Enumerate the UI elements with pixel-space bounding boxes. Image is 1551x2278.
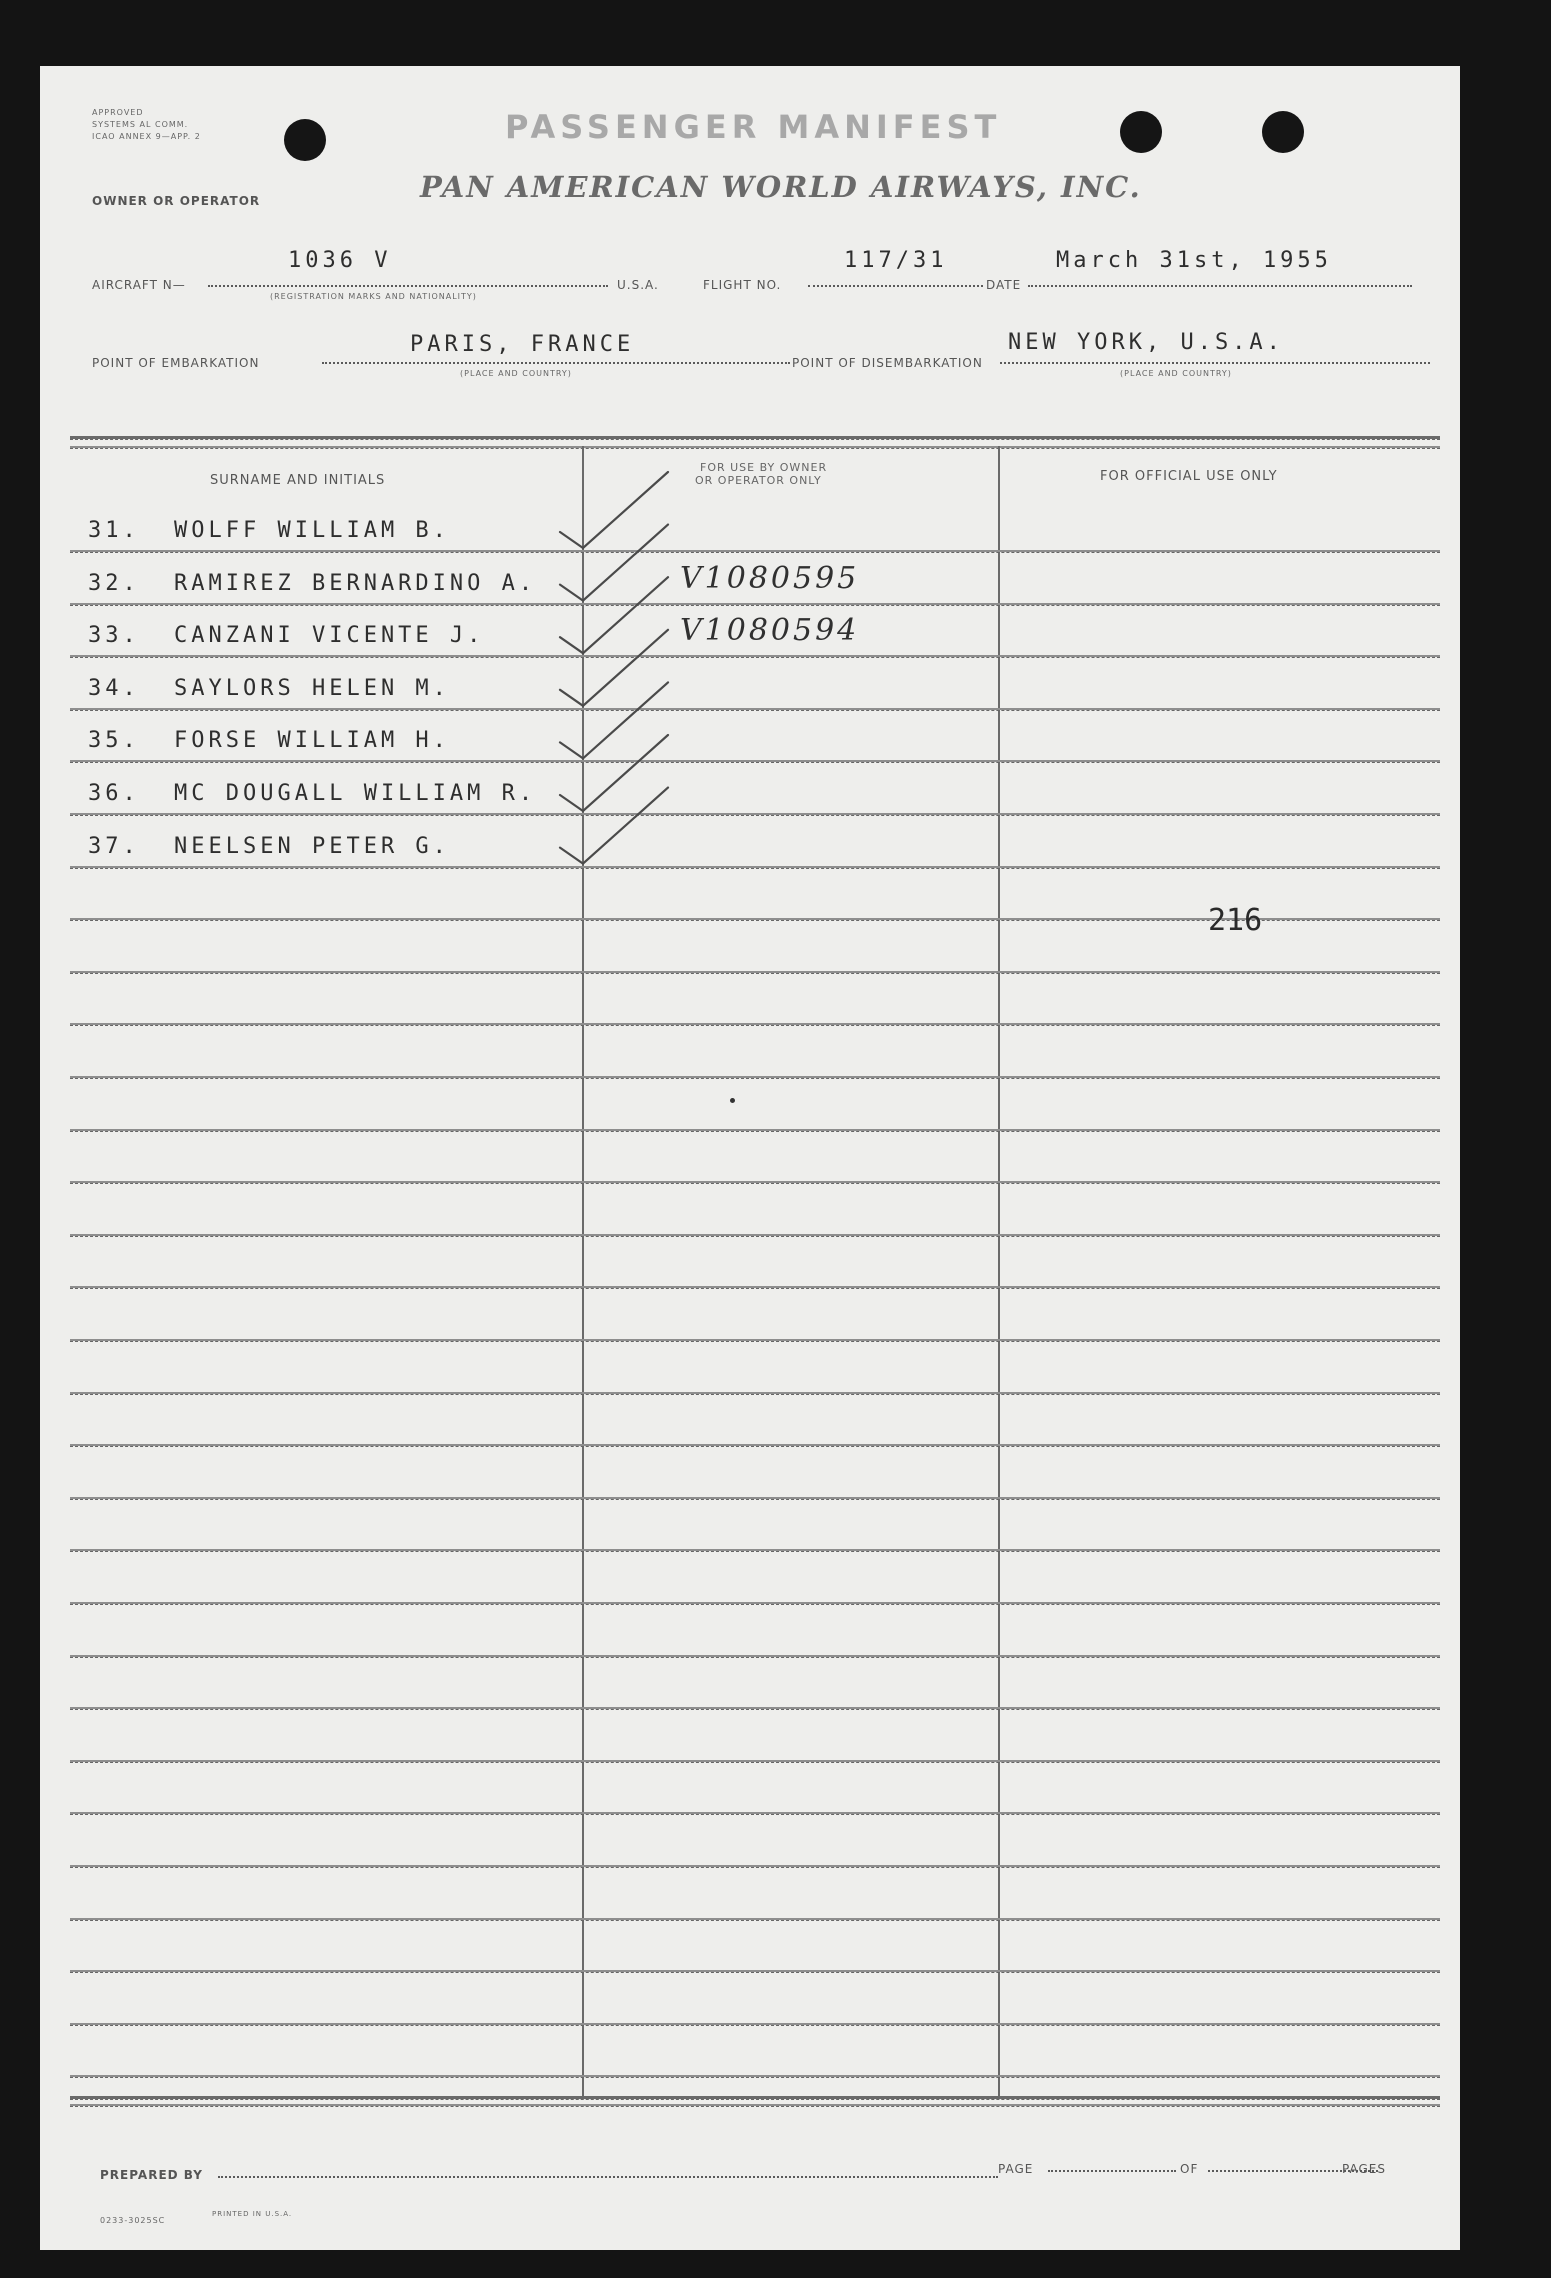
approval-line-1: APPROVED: [92, 108, 144, 117]
checkmark-icon: [560, 472, 668, 548]
table-rule-line: [70, 1234, 1440, 1237]
col-owner-header-line-2: OR OPERATOR ONLY: [695, 474, 822, 487]
table-rule-line: [70, 1812, 1440, 1815]
date-line: [1028, 285, 1412, 287]
manifest-page: [40, 66, 1460, 2250]
punch-hole-left: [284, 119, 326, 161]
passenger-name: NEELSEN PETER G.: [174, 834, 450, 859]
table-rule-line: [70, 708, 1440, 711]
owner-label: OWNER OR OPERATOR: [92, 194, 261, 208]
table-rule-line: [70, 1865, 1440, 1868]
embark-sublabel: (PLACE AND COUNTRY): [460, 369, 572, 378]
table-rule-line: [70, 760, 1440, 763]
table-rule-line: [70, 603, 1440, 606]
passenger-name: CANZANI VICENTE J.: [174, 623, 485, 648]
embark-line: [322, 362, 790, 364]
col-surname-header: SURNAME AND INITIALS: [210, 473, 386, 488]
disembark-line: [1000, 362, 1430, 364]
form-number: 0233-3025SC: [100, 2216, 166, 2225]
aircraft-line: [208, 285, 608, 287]
punch-hole-middle: [1120, 111, 1162, 153]
table-rule-line: [70, 655, 1440, 658]
checkmark-icon: [560, 735, 668, 811]
table-bottom-rule: [70, 2096, 1440, 2100]
punch-hole-right: [1262, 111, 1304, 153]
speck-dot: [730, 1098, 735, 1103]
table-rule-line: [70, 1760, 1440, 1763]
table-rule-line: [70, 1918, 1440, 1921]
of-label: OF: [1180, 2162, 1199, 2176]
approval-line-2: SYSTEMS AL COMM.: [92, 120, 189, 129]
embark-label: POINT OF EMBARKATION: [92, 356, 260, 370]
passenger-number: 34.: [88, 676, 140, 701]
table-bottom-rule-2: [70, 2104, 1440, 2107]
table-rule-line: [70, 813, 1440, 816]
aircraft-label: AIRCRAFT N—: [92, 278, 186, 292]
table-rule-line: [70, 971, 1440, 974]
passenger-name: FORSE WILLIAM H.: [174, 728, 450, 753]
prepared-by-line: [218, 2176, 998, 2178]
column-divider-2: [998, 446, 1000, 2096]
table-rule-line: [70, 1023, 1440, 1026]
country-label: U.S.A.: [617, 278, 659, 292]
passenger-name: RAMIREZ BERNARDINO A.: [174, 571, 537, 596]
date-label: DATE: [986, 278, 1022, 292]
operator-name: PAN AMERICAN WORLD AIRWAYS, INC.: [420, 170, 1142, 204]
checkmark-icon: [560, 525, 668, 601]
table-rule-line: [70, 1392, 1440, 1395]
checkmark-icon: [560, 630, 668, 706]
aircraft-value: 1036 V: [288, 248, 392, 273]
disembark-sublabel: (PLACE AND COUNTRY): [1120, 369, 1232, 378]
pages-label: PAGES: [1342, 2162, 1386, 2176]
owner-note: V1080595: [680, 561, 860, 596]
official-note: 216: [1208, 903, 1263, 938]
table-rule-line: [70, 1707, 1440, 1710]
table-rule-line: [70, 550, 1440, 553]
checkmark-icon: [560, 577, 668, 653]
table-rule-line: [70, 2023, 1440, 2026]
approval-line-3: ICAO ANNEX 9—APP. 2: [92, 132, 201, 141]
flight-line: [808, 285, 983, 287]
form-title: PASSENGER MANIFEST: [505, 108, 1002, 146]
passenger-number: 37.: [88, 834, 140, 859]
table-rule-line: [70, 1076, 1440, 1079]
disembark-value: NEW YORK, U.S.A.: [1008, 330, 1284, 355]
table-rule-line: [70, 1129, 1440, 1132]
table-rule-line: [70, 1286, 1440, 1289]
table-rule-line: [70, 1970, 1440, 1973]
page-line: [1048, 2170, 1176, 2172]
checkmarks-svg: [40, 66, 1460, 2250]
passenger-number: 36.: [88, 781, 140, 806]
table-rule-line: [70, 1497, 1440, 1500]
passenger-number: 33.: [88, 623, 140, 648]
table-rule-line: [70, 2075, 1440, 2078]
disembark-label: POINT OF DISEMBARKATION: [792, 356, 983, 370]
passenger-number: 35.: [88, 728, 140, 753]
checkmark-icon: [560, 682, 668, 758]
passenger-name: MC DOUGALL WILLIAM R.: [174, 781, 537, 806]
table-rule-line: [70, 1602, 1440, 1605]
table-rule-line: [70, 866, 1440, 869]
col-owner-header-line-1: FOR USE BY OWNER: [700, 461, 828, 474]
prepared-by-label: PREPARED BY: [100, 2168, 203, 2182]
aircraft-sublabel: (REGISTRATION MARKS AND NATIONALITY): [270, 292, 477, 301]
passenger-name: WOLFF WILLIAM B.: [174, 518, 450, 543]
table-rule-line: [70, 1181, 1440, 1184]
table-rule-line: [70, 1444, 1440, 1447]
owner-note: V1080594: [680, 613, 860, 648]
date-value: March 31st, 1955: [1056, 248, 1332, 273]
printer-mark: PRINTED IN U.S.A.: [212, 2210, 293, 2218]
passenger-name: SAYLORS HELEN M.: [174, 676, 450, 701]
table-top-rule-2: [70, 446, 1440, 449]
flight-label: FLIGHT NO.: [703, 278, 782, 292]
page-label: PAGE: [998, 2162, 1034, 2176]
table-rule-line: [70, 1549, 1440, 1552]
col-official-header: FOR OFFICIAL USE ONLY: [1100, 469, 1278, 484]
embark-value: PARIS, FRANCE: [410, 332, 635, 357]
passenger-number: 31.: [88, 518, 140, 543]
checkmark-icon: [560, 788, 668, 864]
table-top-rule: [70, 436, 1440, 440]
flight-value: 117/31: [844, 248, 948, 273]
passenger-number: 32.: [88, 571, 140, 596]
column-divider-1: [582, 446, 584, 2096]
table-rule-line: [70, 1655, 1440, 1658]
table-rule-line: [70, 1339, 1440, 1342]
